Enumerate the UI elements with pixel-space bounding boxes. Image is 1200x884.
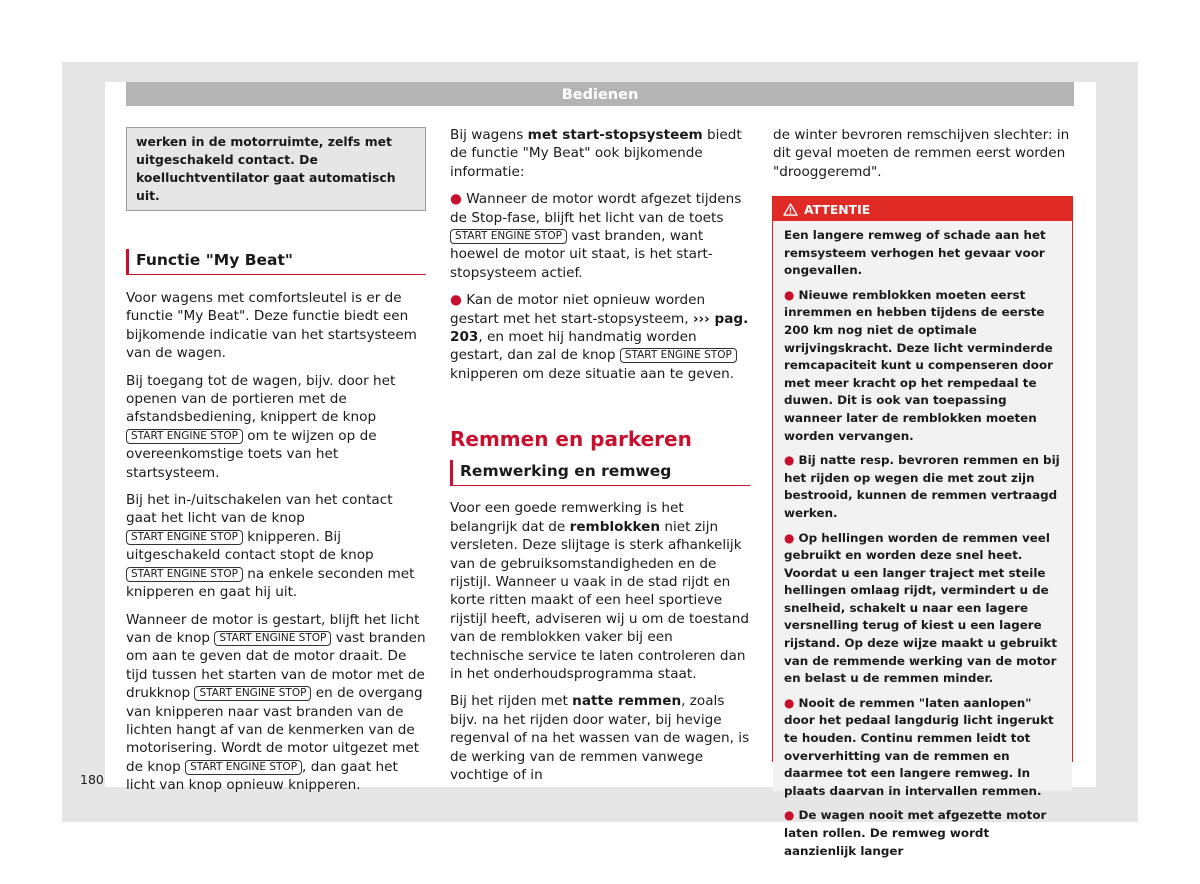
start-engine-stop-key: START ENGINE STOP	[194, 686, 311, 701]
column-right	[773, 126, 1073, 190]
bullet-icon: ●	[784, 287, 795, 302]
page-number: 180	[80, 772, 104, 787]
start-engine-stop-key: START ENGINE STOP	[126, 429, 243, 444]
column-middle	[450, 126, 750, 793]
bullet-item: ● Wanneer de motor wordt afgezet tijdens de Stop-fase, blijft het licht van de toets START ENGINE STOP vast branden, want hoewel de motor uit staat, is het start-stopsysteem actief.	[450, 191, 742, 281]
paragraph: Bij het in-/uitschakelen van het contact gaat het licht van de knop START ENGINE STOP knipperen. Bij uitgeschakeld contact stopt de knop START ENGINE STOP na enkele seconden met knipperen en gaat hij uit.	[126, 492, 415, 601]
bullet-icon: ●	[784, 808, 795, 823]
warning-body	[773, 221, 1072, 858]
start-engine-stop-key: START ENGINE STOP	[620, 348, 737, 363]
paragraph: Voor wagens met comfortsleutel is er de functie "My Beat". Deze functie biedt een bijkomende indicatie van het startsysteem van de wagen.	[126, 290, 417, 362]
start-engine-stop-key: START ENGINE STOP	[450, 229, 567, 244]
warning-box	[772, 196, 1073, 858]
bullet-icon: ●	[450, 292, 462, 309]
section-title-remwerking: Remwerking en remweg	[450, 460, 750, 486]
paragraph: Wanneer de motor is gestart, blijft het licht van de knop START ENGINE STOP vast branden om aan te geven dat de motor draait. De tijd tussen het starten van de motor met de drukknop START ENGINE STOP en de overgang van knipperen naar vast branden van de lichten hangt af van de kenmerken van de motorisering. Wordt de motor uitgezet met de knop START ENGINE STOP , dan gaat het licht van knop opnieuw knipperen.	[126, 611, 426, 794]
warning-triangle-icon	[783, 203, 798, 216]
start-engine-stop-key: START ENGINE STOP	[185, 760, 302, 775]
bullet-icon: ●	[784, 695, 795, 710]
paragraph: Voor een goede remwerking is het belangrijk dat de remblokken niet zijn versleten. Deze slijtage is sterk afhankelijk van de gebruiksomstandigheden en de rijstijl. Wanneer u vaak in de stad rijdt en korte ritten maakt of een heel sportieve rijstijl heeft, adviseren wij u om de toestand van de remblokken vaker bij een technische service te laten controleren dan in het onderhoudsprogramma staat.	[450, 500, 750, 682]
continued-note-box: werken in de motorruimte, zelfs met uitgeschakeld contact. De koelluchtventilator gaat automatisch uit.	[126, 127, 426, 211]
bullet-item: ● Kan de motor niet opnieuw worden gestart met het start-stopsysteem, ››› pag. 203, en moet hij handmatig worden gestart, dan zal de knop START ENGINE STOP knipperen om deze situatie aan te geven.	[450, 292, 749, 382]
warning-item: ● Op hellingen worden de remmen veel gebruikt en worden deze snel heet. Voordat u een langer traject met steile hellingen omlaag rijdt, vermindert u de snelheid, schakelt u naar een lagere versnelling terug of kiest u een lagere rijstand. Op deze wijze maakt u gebruikt van de remmende werking van de motor en belast u de remmen minder.	[784, 530, 1058, 686]
chapter-header: Bedienen	[126, 82, 1074, 106]
paragraph: Bij toegang tot de wagen, bijv. door het openen van de portieren met de afstandsbediening, knippert de knop START ENGINE STOP om te wijzen op de overeenkomstige toets van het startsysteem.	[126, 372, 396, 481]
warning-item: ● Nieuwe remblokken moeten eerst inremmen en hebben tijdens de eerste 200 km nog niet de optimale wrijvingskracht. Deze licht verminderde remcapaciteit kunt u compenseren door met meer kracht op het rempedaal te duwen. Dit is ook van toepassing wanneer later de remblokken moeten worden vervangen.	[784, 287, 1054, 443]
section-title-my-beat: Functie "My Beat"	[126, 249, 426, 275]
column-left	[126, 127, 426, 804]
warning-item: ● Nooit de remmen "laten aanlopen" door het pedaal langdurig licht ingerukt te houden. Continu remmen leidt tot oververhitting van de remmen en daarmee tot een langere remweg. In plaats daarvan in intervallen remmen.	[784, 695, 1054, 798]
bullet-icon: ●	[784, 530, 795, 545]
page-reference-link[interactable]: ››› pag. 203	[450, 310, 749, 346]
bullet-icon: ●	[784, 453, 795, 468]
paragraph: Bij wagens met start-stopsysteem biedt de functie "My Beat" ook bijkomende informatie:	[450, 127, 742, 180]
warning-item: ● De wagen nooit met afgezette motor laten rollen. De remweg wordt aanzienlijk langer	[784, 808, 1047, 858]
warning-item: ● Bij natte resp. bevroren remmen en bij het rijden op wegen die met zout zijn bestrooid, kunnen de remmen vertraagd werken.	[784, 453, 1060, 520]
warning-intro: Een langere remweg of schade aan het remsysteem verhogen het gevaar voor ongevallen.	[784, 228, 1046, 278]
paragraph: Bij het rijden met natte remmen, zoals bijv. na het rijden door water, bij hevige regenval of na het wassen van de wagen, is de werking van de remmen vanwege vochtige of in	[450, 693, 750, 783]
bullet-icon: ●	[450, 191, 462, 208]
chapter-title: Remmen en parkeren	[450, 427, 692, 452]
start-engine-stop-key: START ENGINE STOP	[126, 530, 243, 545]
start-engine-stop-key: START ENGINE STOP	[214, 631, 331, 646]
warning-title: ATTENTIE	[804, 202, 871, 217]
start-engine-stop-key: START ENGINE STOP	[126, 567, 243, 582]
paragraph: de winter bevroren remschijven slechter: in dit geval moeten de remmen eerst worden "drooggeremd".	[773, 127, 1070, 180]
warning-header	[773, 197, 1072, 221]
